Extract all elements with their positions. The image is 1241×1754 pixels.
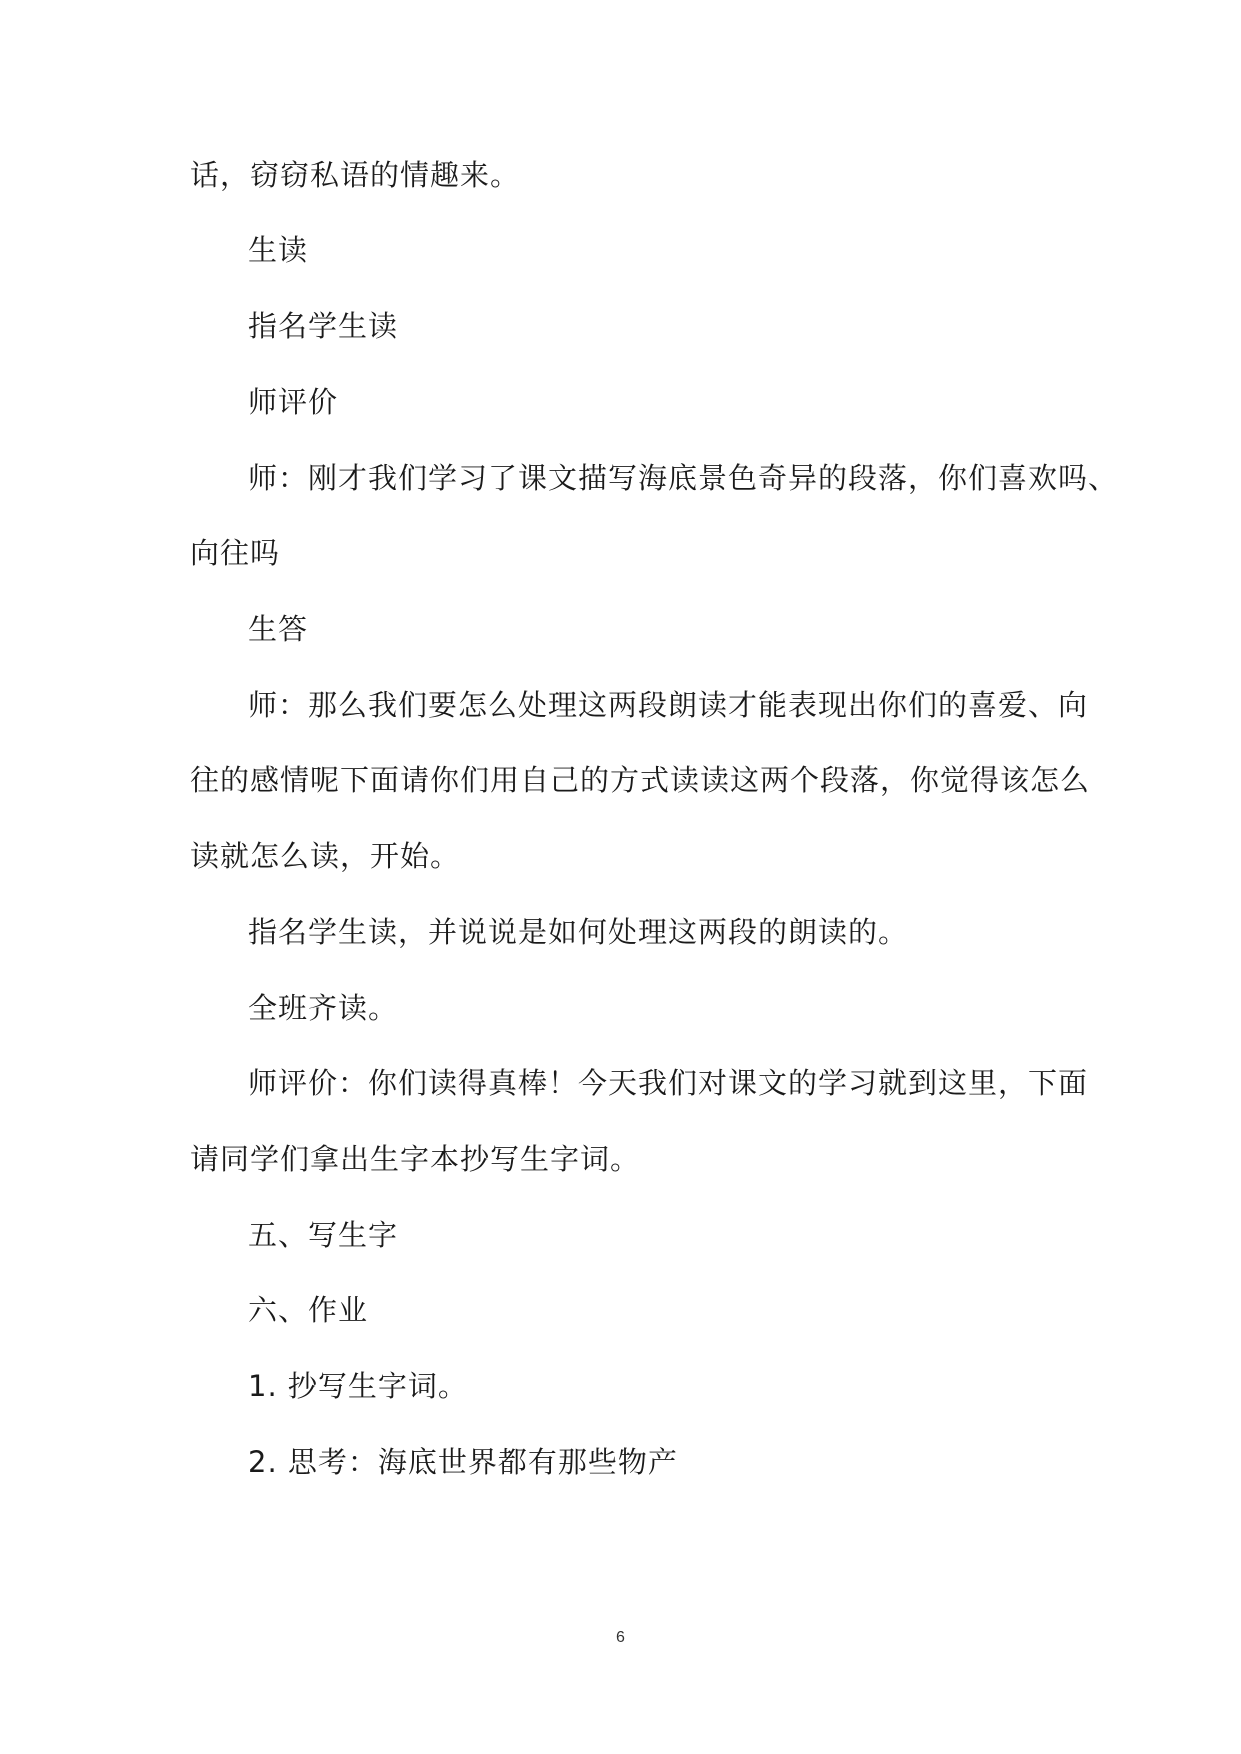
text-line: 师评价 xyxy=(248,385,339,419)
text-line: 指名学生读 xyxy=(248,309,399,343)
text-line: 往的感情呢下面请你们用自己的方式读读这两个段落，你觉得该怎么 xyxy=(190,763,1091,797)
text-line: 话，窃窃私语的情趣来。 xyxy=(190,158,521,192)
list-item: 1. 抄写生字词。 xyxy=(248,1369,468,1403)
text-line: 读就怎么读，开始。 xyxy=(190,839,461,873)
section-heading: 六、作业 xyxy=(248,1293,369,1327)
text-line: 全班齐读。 xyxy=(248,991,399,1025)
page-number: 6 xyxy=(616,1629,625,1646)
text-line: 师：刚才我们学习了课文描写海底景色奇异的段落，你们喜欢吗、 xyxy=(248,461,1119,495)
text-line: 请同学们拿出生字本抄写生字词。 xyxy=(190,1142,641,1176)
list-item: 2. 思考：海底世界都有那些物产 xyxy=(248,1445,678,1479)
text-line: 师：那么我们要怎么处理这两段朗读才能表现出你们的喜爱、向 xyxy=(248,688,1089,722)
text-line: 生读 xyxy=(248,233,309,267)
text-line: 指名学生读，并说说是如何处理这两段的朗读的。 xyxy=(248,915,909,949)
text-line: 生答 xyxy=(248,612,309,646)
text-line: 师评价：你们读得真棒！今天我们对课文的学习就到这里，下面 xyxy=(248,1066,1089,1100)
section-heading: 五、写生字 xyxy=(248,1218,399,1252)
text-line: 向往吗 xyxy=(190,536,281,570)
